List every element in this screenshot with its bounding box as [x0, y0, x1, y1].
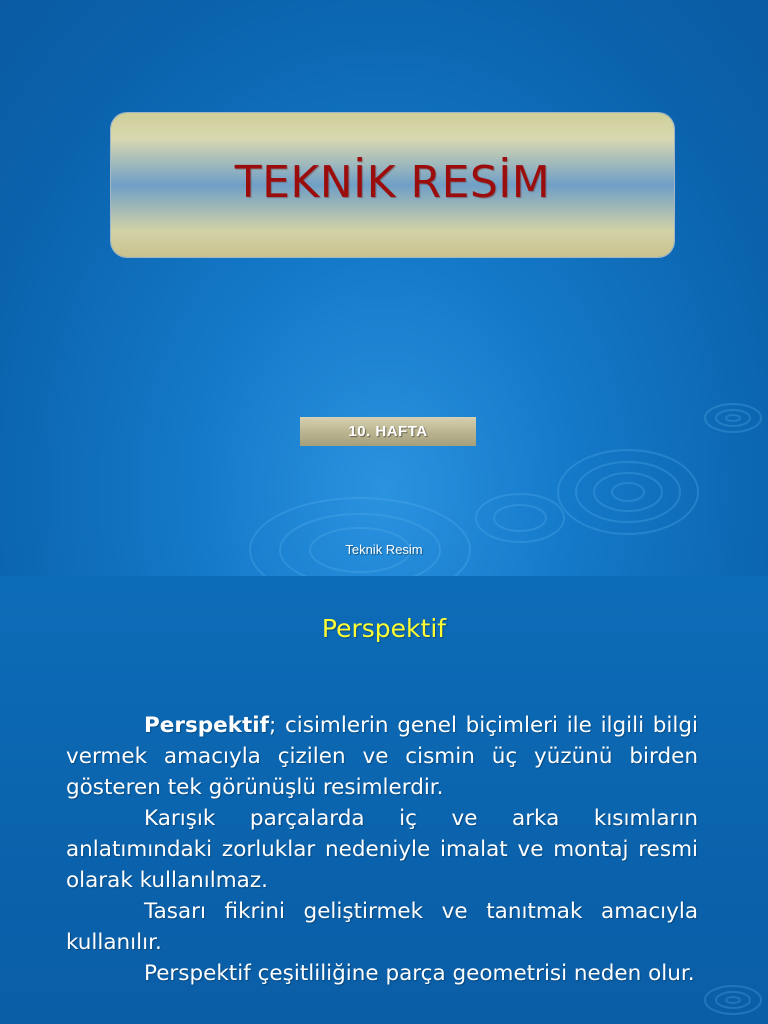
slide-body — [66, 710, 698, 989]
paragraph: Karışık parçalarda iç ve arka kısımların anlatımındaki zorluklar nedeniyle imalat ve montaj resmi olarak kullanılmaz. — [66, 806, 698, 893]
slide-title: TEKNİK RESİM — [234, 156, 551, 208]
paragraph: Tasarı fikrini geliştirmek ve tanıtmak amacıyla kullanılır. — [66, 899, 698, 955]
paragraph-lead: Perspektif — [144, 713, 270, 738]
week-badge — [300, 417, 476, 446]
title-banner — [111, 113, 674, 257]
paragraph: Perspektif çeşitliliğine parça geometrisi neden olur. — [144, 961, 695, 986]
paragraph — [66, 710, 698, 803]
slide-heading: Perspektif — [321, 614, 447, 643]
slide-footer: Teknik Resim — [345, 542, 423, 557]
paragraph-text: ; cisimlerin genel biçimleri ile ilgili bilgi vermek amacıyla çizilen ve cismin üç yüzünü birden gösteren tek görünüşlü resimlerdir. — [66, 713, 698, 800]
week-label: 10. HAFTA — [348, 423, 428, 440]
content-slide — [0, 576, 768, 1024]
